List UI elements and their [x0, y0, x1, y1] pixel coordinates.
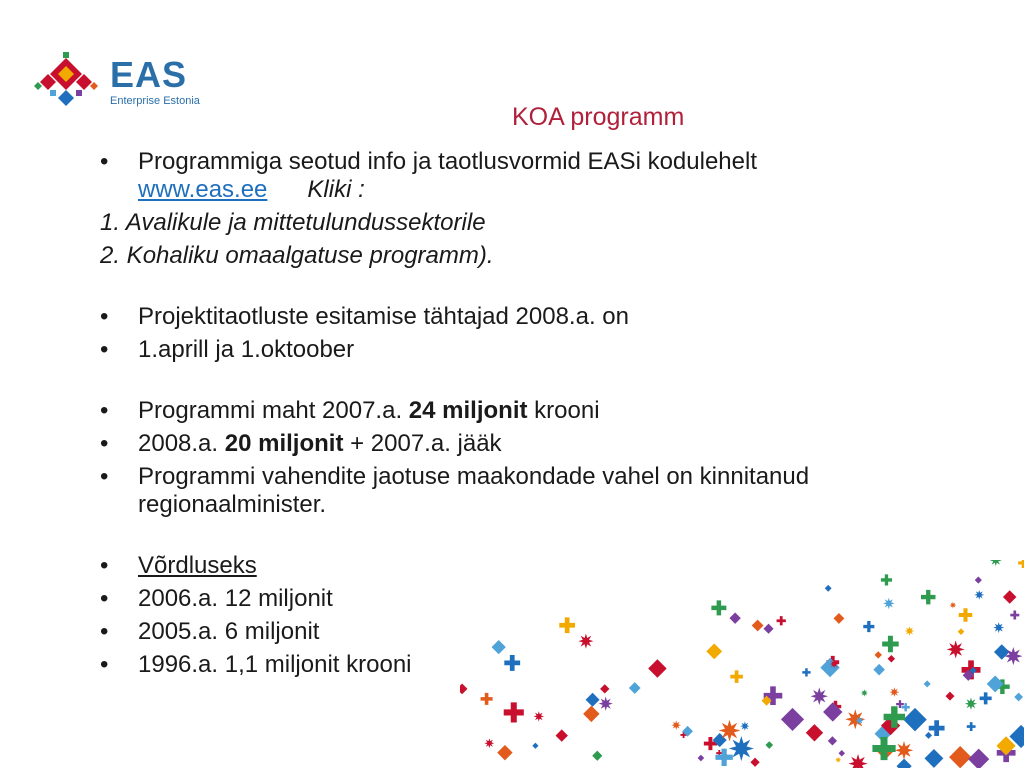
star-shape [947, 640, 965, 658]
star-shape [599, 697, 613, 711]
diamond-shape [648, 659, 666, 677]
diamond-shape [592, 751, 602, 761]
cross-shape [929, 720, 945, 736]
diamond-shape [698, 755, 705, 762]
y2008-amount: 20 miljonit [224, 430, 344, 457]
cross-shape [921, 590, 935, 604]
diamond-shape [897, 759, 912, 768]
star-shape [835, 757, 841, 763]
diamond-shape [875, 651, 882, 658]
star-shape [950, 602, 957, 609]
volume-amount: 24 miljonit [408, 397, 528, 424]
diamond-shape [958, 628, 965, 635]
diamond-shape [706, 643, 722, 659]
star-shape [671, 720, 681, 730]
cross-shape [711, 600, 726, 615]
eas-logo [30, 52, 210, 112]
cross-shape [802, 668, 810, 676]
star-shape [895, 741, 914, 760]
diamond-shape [583, 706, 599, 722]
bullet-2008 [100, 430, 860, 458]
diamond-shape [946, 692, 955, 701]
cross-shape [881, 574, 892, 585]
diamond-shape [729, 612, 740, 623]
diamond-shape [949, 746, 971, 768]
cross-shape [959, 608, 973, 622]
diamond-shape [806, 724, 823, 741]
diamond-shape [1003, 590, 1017, 604]
click-note: Kliki : [307, 176, 365, 203]
star-shape [845, 709, 865, 729]
star-shape [484, 738, 494, 748]
diamond-shape [600, 684, 609, 693]
cross-shape [980, 692, 992, 704]
diamond-shape [924, 749, 943, 768]
star-shape [848, 754, 867, 768]
volume-prefix: Programmi maht 2007.a. [138, 397, 409, 424]
cross-shape [777, 616, 786, 625]
diamond-shape [888, 655, 895, 662]
diamond-shape [492, 640, 506, 654]
comparison-heading: Võrdluseks [138, 552, 257, 579]
diamond-shape [1014, 693, 1023, 702]
diamond-shape [968, 749, 989, 768]
star-shape [861, 689, 868, 696]
bullet-2005: • 2005.a. 6 miljonit [100, 618, 860, 646]
logo-name: EAS [110, 54, 188, 95]
diamond-shape [752, 620, 764, 632]
star-shape [811, 687, 829, 705]
y2008-suffix: + 2007.a. jääk [343, 430, 502, 457]
diamond-shape [903, 708, 927, 732]
cross-shape [967, 722, 976, 731]
star-shape [890, 687, 900, 697]
bullet-volume [100, 397, 860, 425]
eas-website-link[interactable]: www.eas.ee [138, 176, 268, 203]
diamond-shape [924, 680, 931, 687]
bullet-1996: • 1996.a. 1,1 miljonit krooni [100, 651, 860, 679]
diamond-shape [763, 624, 773, 634]
star-shape [578, 634, 593, 649]
diamond-shape [825, 585, 832, 592]
star-shape [534, 711, 545, 722]
star-shape [993, 622, 1004, 633]
star-shape [905, 626, 915, 636]
diamond-shape [586, 693, 600, 707]
diamond-shape [750, 758, 759, 767]
cross-shape [504, 655, 520, 671]
numbered-item-2: 2. Kohaliku omaalgatuse programm). [100, 242, 494, 269]
cross-shape [882, 636, 899, 653]
cross-shape [481, 693, 493, 705]
cross-shape [715, 749, 732, 766]
diamond-shape [833, 613, 844, 624]
diamond-shape [765, 741, 773, 749]
bullet-dates: • 1.aprill ja 1.oktoober [100, 336, 860, 364]
diamond-shape [532, 743, 538, 749]
diamond-shape [460, 683, 467, 694]
star-shape [883, 598, 895, 610]
diamond-shape [828, 736, 837, 745]
cross-shape [559, 617, 575, 633]
bullet-2006: • 2006.a. 12 miljonit [100, 585, 860, 613]
star-shape [740, 721, 749, 730]
folk-pattern-logo-icon [30, 52, 102, 108]
bullet-distribution: • Programmi vahendite jaotuse maakondade vahel on kinnitanud regionaalminister. [100, 463, 860, 519]
diamond-shape [873, 664, 885, 676]
volume-suffix: krooni [527, 397, 600, 424]
cross-shape [863, 621, 874, 632]
cross-shape [872, 737, 895, 760]
cross-shape [730, 670, 743, 683]
decorative-star-pattern [460, 560, 1024, 768]
numbered-item-1: 1. Avalikule ja mittetulundussektorile [100, 209, 486, 236]
diamond-shape [994, 644, 1010, 660]
star-shape [965, 698, 977, 710]
logo-subtitle: Enterprise Estonia [110, 95, 200, 107]
cross-shape [1010, 611, 1019, 620]
bullet-deadline: • Projektitaotluste esitamise tähtajad 2008.a. on [100, 303, 860, 331]
cross-shape [504, 702, 524, 722]
star-shape [990, 560, 1002, 566]
diamond-shape [781, 708, 804, 731]
y2008-prefix: 2008.a. [138, 430, 225, 457]
diamond-shape [497, 745, 512, 760]
bullet-intro [100, 148, 860, 204]
diamond-shape [925, 732, 932, 739]
intro-text: Programmiga seotud info ja taotlusvormid EASi kodulehelt [138, 148, 757, 175]
diamond-shape [975, 577, 982, 584]
star-shape [974, 590, 984, 600]
diamond-shape [839, 750, 845, 756]
cross-shape [1018, 560, 1024, 568]
diamond-shape [629, 682, 641, 694]
slide-title: KOA programm [512, 103, 685, 131]
diamond-shape [556, 729, 568, 741]
